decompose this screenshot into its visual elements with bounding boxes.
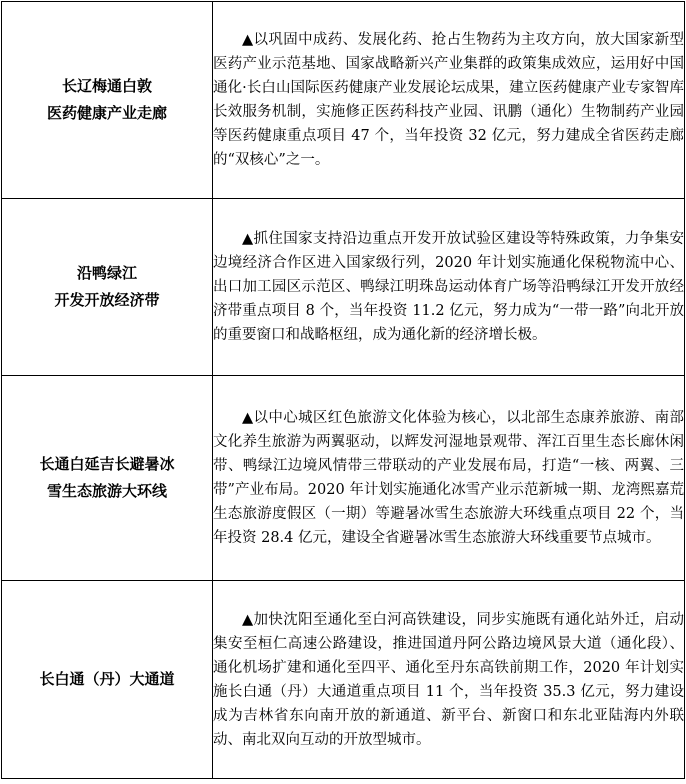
row-name-line: 长通白延吉长避暑冰: [39, 455, 175, 473]
row-description: ▲以中心城区红色旅游文化体验为核心，以北部生态康养旅游、南部文化养生旅游为两翼驱动，以辉发河湿地景观带、浑江百里生态长廊休闲带、鸭绿江边境风情带三带联动的产业发展布局，打造“一核、两翼、三带”产业布局。2020 年计划实施通化冰雪产业示范新城一期、龙湾熙嘉荒生态旅游度假区（一期）等避暑冰雪生态旅游大环线重点项目 22 个，当年投资 28.4 亿元，建设全省避暑冰雪生态旅游大环线重要节点城市。: [213, 410, 684, 546]
row-description: ▲以巩固中成药、发展化药、抢占生物药为主攻方向，放大国家新型医药产业示范基地、国家战略新兴产业集群的政策集成效应，运用好中国通化·长白山国际医药健康产业发展论坛成果，建立医药健康产业专家智库长效服务机制，实施修正医药科技产业园、讯鹏（通化）生物制药产业园等医药健康重点项目 47 个，当年投资 32 亿元，努力建成全省医药走廊的“双核心”之一。: [213, 32, 684, 168]
table-row: [2, 199, 685, 376]
row-description: ▲抓住国家支持沿边重点开发开放试验区建设等特殊政策，力争集安边境经济合作区进入国家级行列，2020 年计划实施通化保税物流中心、出口加工园区示范区、鸭绿江明珠岛运动体育广场等沿鸭绿江开发开放经济带重点项目 8 个，当年投资 11.2 亿元，努力成为“一带一路”向北开放的重要窗口和战略枢纽，成为通化新的经济增长极。: [213, 231, 684, 343]
row-name-line: 开发开放经济带: [54, 291, 160, 309]
row-name-line: 医药健康产业走廊: [46, 104, 167, 122]
table-row: [2, 2, 685, 199]
row-name-line: 雪生态旅游大环线: [46, 482, 167, 500]
row-description-cell: [213, 581, 685, 779]
projects-table: [1, 1, 685, 779]
row-name-cell: [2, 199, 213, 376]
row-description-cell: [213, 2, 685, 199]
table-row: [2, 581, 685, 779]
row-description-cell: [213, 199, 685, 376]
row-name-line: 沿鸭绿江: [76, 264, 137, 282]
row-name-cell: [2, 376, 213, 581]
row-name-cell: [2, 2, 213, 199]
row-description-cell: [213, 376, 685, 581]
row-name-line: 长白通（丹）大通道: [39, 670, 175, 688]
row-description: ▲加快沈阳至通化至白河高铁建设，同步实施既有通化站外迁，启动集安至桓仁高速公路建设，推进国道丹阿公路边境风景大道（通化段）、通化机场扩建和通化至四平、通化至丹东高铁前期工作，2020 年计划实施长白通（丹）大通道重点项目 11 个，当年投资 35.3 亿元，努力建设成为吉林省东向南开放的新通道、新平台、新窗口和东北亚陆海内外联动、南北双向互动的开放型城市。: [213, 611, 684, 748]
row-name-line: 长辽梅通白敦: [61, 77, 152, 95]
table-row: [2, 376, 685, 581]
row-name-cell: [2, 581, 213, 779]
